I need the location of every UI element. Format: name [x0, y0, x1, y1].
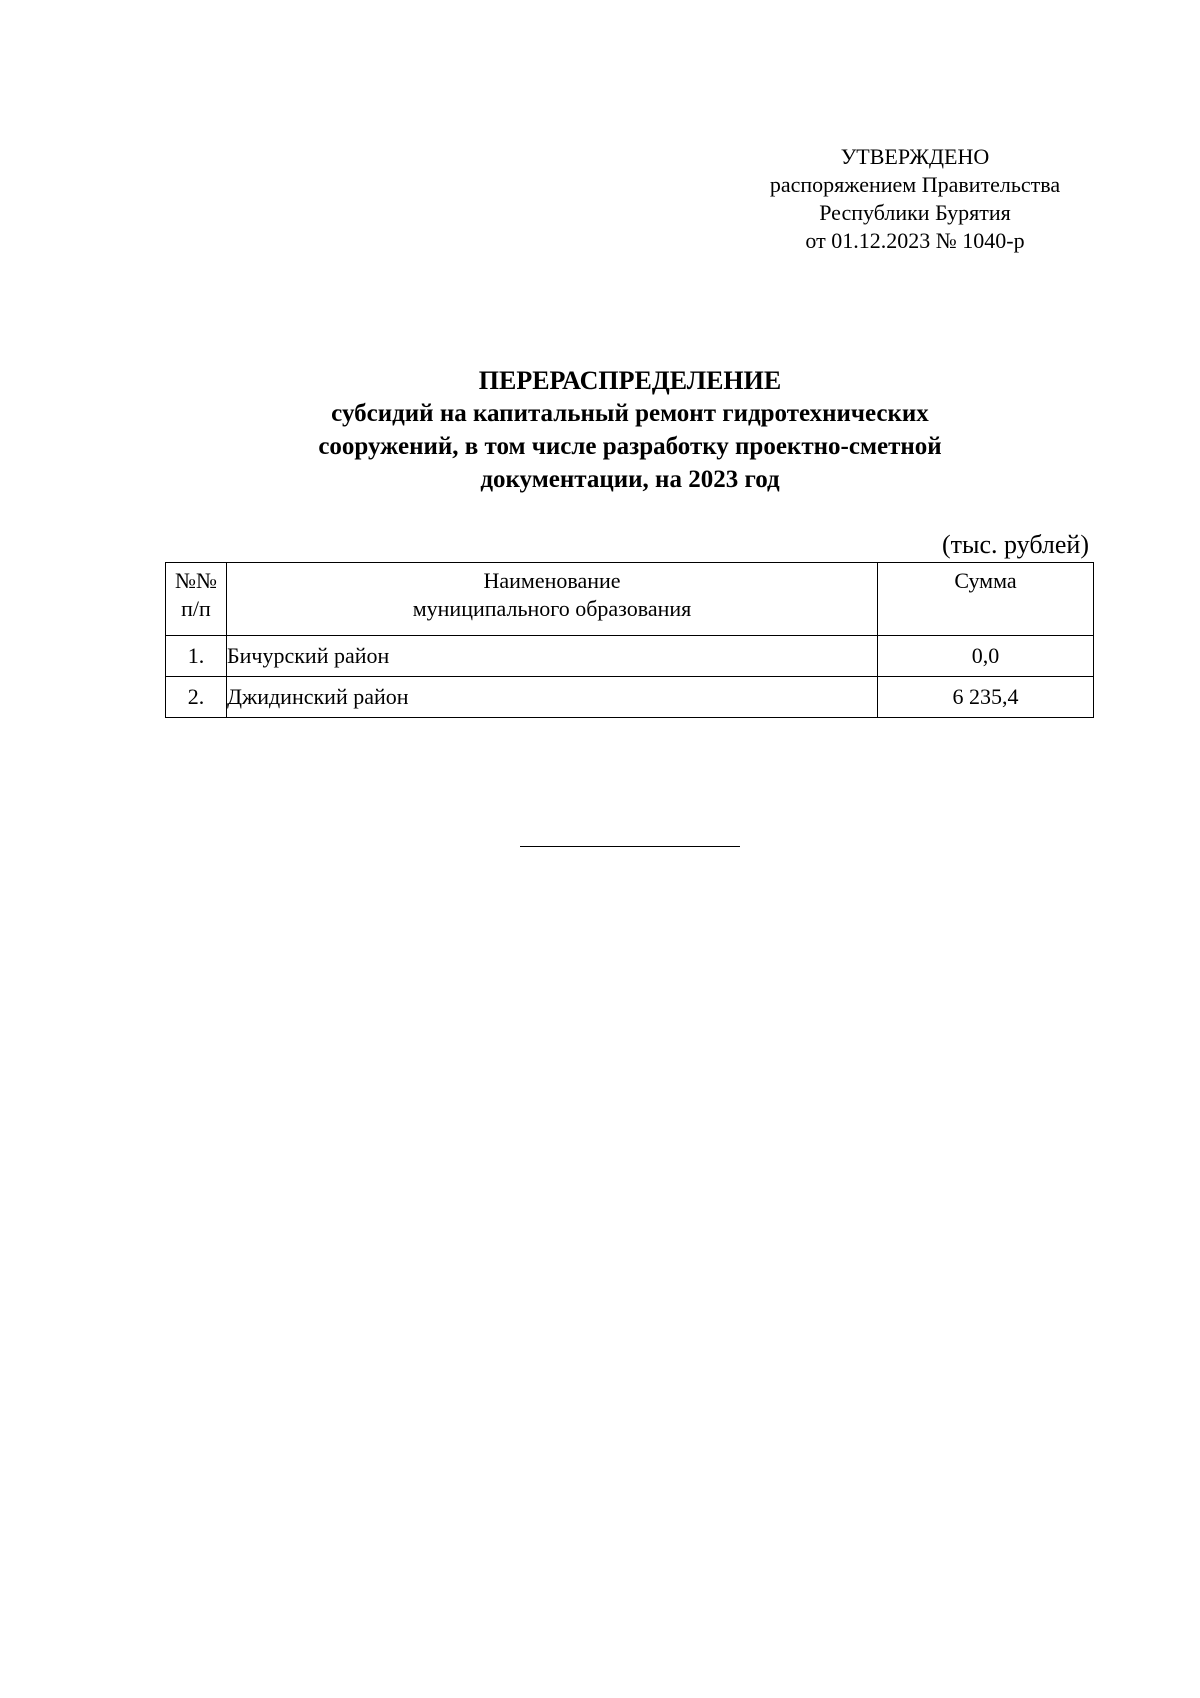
header-number-line1: №№ [175, 568, 217, 593]
row-sum: 0,0 [878, 636, 1094, 677]
row-number: 2. [166, 677, 227, 718]
title-main: ПЕРЕРАСПРЕДЕЛЕНИЕ [478, 366, 782, 395]
approval-heading: УТВЕРЖДЕНО [840, 144, 990, 169]
header-sum: Сумма [878, 563, 1094, 636]
table-row [166, 677, 1094, 718]
title-line-3: сооружений, в том числе разработку проектно-сметной [318, 433, 942, 460]
subsidy-table [165, 562, 1094, 718]
header-number [166, 563, 227, 636]
closing-separator-line [520, 846, 740, 847]
header-number-line2: п/п [181, 596, 211, 621]
row-name: Джидинский район [227, 677, 878, 718]
title-line-2: субсидий на капитальный ремонт гидротехнических [331, 400, 929, 427]
approval-date-number: от 01.12.2023 № 1040-р [805, 228, 1025, 253]
row-sum: 6 235,4 [878, 677, 1094, 718]
row-name: Бичурский район [227, 636, 878, 677]
approval-region: Республики Бурятия [819, 200, 1011, 225]
approval-stamp [745, 143, 1085, 255]
approval-authority: распоряжением Правительства [769, 172, 1061, 197]
table-header-row [166, 563, 1094, 636]
units-note: (тыс. рублей) [941, 530, 1089, 559]
header-name [227, 563, 878, 636]
header-name-line2: муниципального образования [412, 596, 692, 621]
document-title [150, 364, 1110, 496]
table-row [166, 636, 1094, 677]
header-name-line1: Наименование [483, 568, 621, 593]
row-number: 1. [166, 636, 227, 677]
title-line-4: документации, на 2023 год [480, 466, 780, 493]
